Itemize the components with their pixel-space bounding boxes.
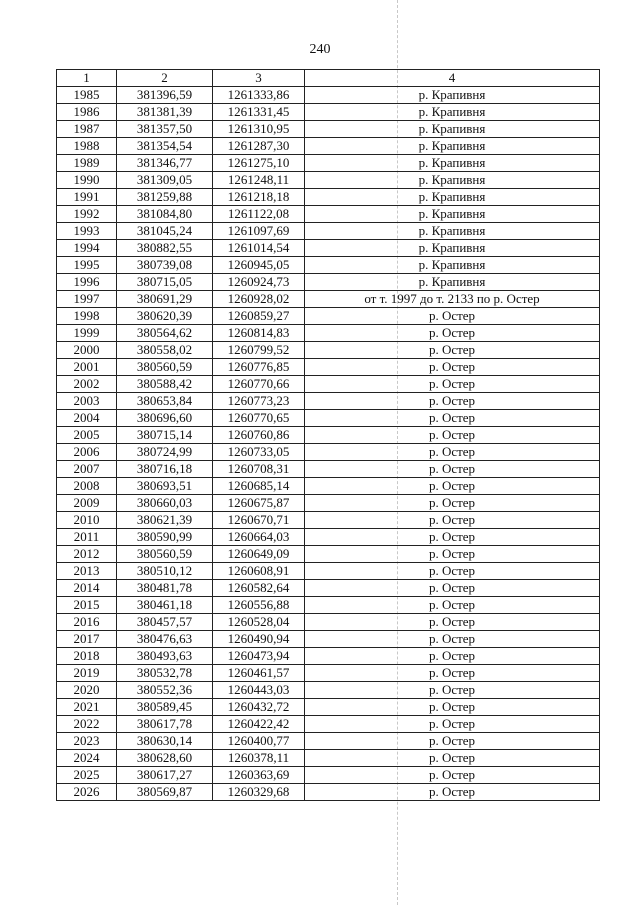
cell-description: р. Крапивня [305, 138, 600, 155]
cell-y-coordinate: 1261333,86 [213, 87, 305, 104]
table-row [57, 104, 600, 121]
cell-y-coordinate: 1260363,69 [213, 767, 305, 784]
cell-point-number: 1987 [57, 121, 117, 138]
cell-x-coordinate: 380882,55 [117, 240, 213, 257]
table-row [57, 546, 600, 563]
cell-x-coordinate: 380621,39 [117, 512, 213, 529]
cell-point-number: 1998 [57, 308, 117, 325]
cell-point-number: 1995 [57, 257, 117, 274]
cell-description: р. Остер [305, 750, 600, 767]
table-row [57, 223, 600, 240]
cell-description: р. Остер [305, 563, 600, 580]
table-row [57, 631, 600, 648]
cell-description: р. Остер [305, 648, 600, 665]
coordinates-table [56, 69, 600, 801]
table-row [57, 784, 600, 801]
table-row [57, 291, 600, 308]
cell-x-coordinate: 380589,45 [117, 699, 213, 716]
cell-x-coordinate: 380617,78 [117, 716, 213, 733]
cell-point-number: 1994 [57, 240, 117, 257]
cell-x-coordinate: 380481,78 [117, 580, 213, 597]
cell-description: р. Остер [305, 699, 600, 716]
cell-point-number: 2025 [57, 767, 117, 784]
cell-x-coordinate: 381396,59 [117, 87, 213, 104]
cell-description: р. Крапивня [305, 274, 600, 291]
cell-y-coordinate: 1260329,68 [213, 784, 305, 801]
cell-description: р. Остер [305, 393, 600, 410]
cell-description: р. Остер [305, 614, 600, 631]
cell-point-number: 1997 [57, 291, 117, 308]
cell-point-number: 1993 [57, 223, 117, 240]
table-row [57, 597, 600, 614]
cell-y-coordinate: 1260556,88 [213, 597, 305, 614]
cell-y-coordinate: 1260378,11 [213, 750, 305, 767]
column-header-point: 1 [57, 70, 117, 87]
cell-x-coordinate: 380628,60 [117, 750, 213, 767]
cell-point-number: 2010 [57, 512, 117, 529]
cell-description: р. Крапивня [305, 206, 600, 223]
table-row [57, 172, 600, 189]
cell-description: р. Остер [305, 376, 600, 393]
table-row [57, 648, 600, 665]
table-row [57, 121, 600, 138]
cell-description: р. Остер [305, 597, 600, 614]
table-row [57, 614, 600, 631]
cell-point-number: 1986 [57, 104, 117, 121]
cell-description: р. Остер [305, 461, 600, 478]
cell-point-number: 2021 [57, 699, 117, 716]
cell-y-coordinate: 1261331,45 [213, 104, 305, 121]
table-row [57, 308, 600, 325]
cell-description: р. Остер [305, 512, 600, 529]
cell-x-coordinate: 380724,99 [117, 444, 213, 461]
cell-y-coordinate: 1260461,57 [213, 665, 305, 682]
cell-description: р. Остер [305, 444, 600, 461]
column-header-y: 3 [213, 70, 305, 87]
cell-x-coordinate: 380739,08 [117, 257, 213, 274]
cell-x-coordinate: 380558,02 [117, 342, 213, 359]
table-row [57, 393, 600, 410]
cell-point-number: 2014 [57, 580, 117, 597]
table-row [57, 359, 600, 376]
cell-point-number: 2020 [57, 682, 117, 699]
cell-x-coordinate: 380660,03 [117, 495, 213, 512]
table-row [57, 189, 600, 206]
cell-x-coordinate: 380560,59 [117, 359, 213, 376]
cell-x-coordinate: 381381,39 [117, 104, 213, 121]
cell-x-coordinate: 380617,27 [117, 767, 213, 784]
cell-description: р. Остер [305, 495, 600, 512]
table-row [57, 342, 600, 359]
cell-point-number: 2012 [57, 546, 117, 563]
cell-y-coordinate: 1260945,05 [213, 257, 305, 274]
table-row [57, 257, 600, 274]
page-number: 240 [309, 42, 331, 57]
cell-description: р. Остер [305, 580, 600, 597]
cell-y-coordinate: 1260473,94 [213, 648, 305, 665]
cell-y-coordinate: 1260859,27 [213, 308, 305, 325]
table-body [57, 87, 600, 801]
cell-point-number: 2006 [57, 444, 117, 461]
cell-description: от т. 1997 до т. 2133 по р. Остер [305, 291, 600, 308]
cell-y-coordinate: 1261287,30 [213, 138, 305, 155]
cell-point-number: 2013 [57, 563, 117, 580]
cell-point-number: 1988 [57, 138, 117, 155]
cell-point-number: 2000 [57, 342, 117, 359]
table-row [57, 461, 600, 478]
cell-point-number: 2009 [57, 495, 117, 512]
cell-x-coordinate: 380715,14 [117, 427, 213, 444]
column-header-x: 2 [117, 70, 213, 87]
cell-y-coordinate: 1261218,18 [213, 189, 305, 206]
cell-y-coordinate: 1260490,94 [213, 631, 305, 648]
table-row [57, 155, 600, 172]
table-row [57, 274, 600, 291]
cell-y-coordinate: 1260422,42 [213, 716, 305, 733]
cell-point-number: 2017 [57, 631, 117, 648]
cell-point-number: 2019 [57, 665, 117, 682]
cell-description: р. Остер [305, 665, 600, 682]
cell-y-coordinate: 1260773,23 [213, 393, 305, 410]
cell-point-number: 1985 [57, 87, 117, 104]
table-row [57, 529, 600, 546]
cell-point-number: 2005 [57, 427, 117, 444]
cell-x-coordinate: 380588,42 [117, 376, 213, 393]
cell-point-number: 2022 [57, 716, 117, 733]
cell-point-number: 2018 [57, 648, 117, 665]
cell-point-number: 2016 [57, 614, 117, 631]
cell-description: р. Крапивня [305, 121, 600, 138]
cell-y-coordinate: 1260708,31 [213, 461, 305, 478]
cell-x-coordinate: 380590,99 [117, 529, 213, 546]
cell-y-coordinate: 1260528,04 [213, 614, 305, 631]
cell-y-coordinate: 1260685,14 [213, 478, 305, 495]
cell-x-coordinate: 380476,63 [117, 631, 213, 648]
cell-point-number: 1990 [57, 172, 117, 189]
cell-description: р. Крапивня [305, 172, 600, 189]
cell-description: р. Остер [305, 716, 600, 733]
cell-description: р. Остер [305, 767, 600, 784]
cell-description: р. Остер [305, 342, 600, 359]
cell-y-coordinate: 1260799,52 [213, 342, 305, 359]
cell-description: р. Остер [305, 546, 600, 563]
cell-description: р. Остер [305, 682, 600, 699]
cell-y-coordinate: 1261310,95 [213, 121, 305, 138]
cell-y-coordinate: 1260432,72 [213, 699, 305, 716]
cell-description: р. Остер [305, 784, 600, 801]
cell-description: р. Крапивня [305, 87, 600, 104]
cell-x-coordinate: 380560,59 [117, 546, 213, 563]
table-row [57, 767, 600, 784]
cell-x-coordinate: 380510,12 [117, 563, 213, 580]
cell-description: р. Остер [305, 410, 600, 427]
cell-x-coordinate: 380461,18 [117, 597, 213, 614]
cell-description: р. Остер [305, 325, 600, 342]
cell-y-coordinate: 1261014,54 [213, 240, 305, 257]
cell-y-coordinate: 1260770,65 [213, 410, 305, 427]
cell-point-number: 2023 [57, 733, 117, 750]
cell-x-coordinate: 381259,88 [117, 189, 213, 206]
cell-y-coordinate: 1260924,73 [213, 274, 305, 291]
cell-description: р. Остер [305, 478, 600, 495]
cell-y-coordinate: 1260776,85 [213, 359, 305, 376]
cell-point-number: 1991 [57, 189, 117, 206]
table-row [57, 682, 600, 699]
cell-y-coordinate: 1261097,69 [213, 223, 305, 240]
cell-y-coordinate: 1260770,66 [213, 376, 305, 393]
cell-x-coordinate: 381354,54 [117, 138, 213, 155]
cell-description: р. Остер [305, 631, 600, 648]
table-row [57, 376, 600, 393]
cell-y-coordinate: 1260649,09 [213, 546, 305, 563]
cell-description: р. Остер [305, 308, 600, 325]
table-row [57, 427, 600, 444]
cell-y-coordinate: 1260928,02 [213, 291, 305, 308]
cell-y-coordinate: 1260664,03 [213, 529, 305, 546]
cell-y-coordinate: 1260582,64 [213, 580, 305, 597]
table-row [57, 138, 600, 155]
cell-y-coordinate: 1261248,11 [213, 172, 305, 189]
cell-y-coordinate: 1260608,91 [213, 563, 305, 580]
cell-y-coordinate: 1261275,10 [213, 155, 305, 172]
cell-point-number: 2011 [57, 529, 117, 546]
table-row [57, 563, 600, 580]
cell-description: р. Крапивня [305, 257, 600, 274]
cell-description: р. Остер [305, 427, 600, 444]
cell-x-coordinate: 381084,80 [117, 206, 213, 223]
cell-x-coordinate: 380457,57 [117, 614, 213, 631]
table-row [57, 665, 600, 682]
cell-y-coordinate: 1260443,03 [213, 682, 305, 699]
table-row [57, 699, 600, 716]
cell-description: р. Крапивня [305, 223, 600, 240]
cell-x-coordinate: 380552,36 [117, 682, 213, 699]
cell-x-coordinate: 381357,50 [117, 121, 213, 138]
cell-description: р. Крапивня [305, 104, 600, 121]
cell-y-coordinate: 1260670,71 [213, 512, 305, 529]
cell-x-coordinate: 380696,60 [117, 410, 213, 427]
cell-x-coordinate: 380653,84 [117, 393, 213, 410]
cell-x-coordinate: 381346,77 [117, 155, 213, 172]
cell-x-coordinate: 380620,39 [117, 308, 213, 325]
cell-x-coordinate: 380493,63 [117, 648, 213, 665]
cell-description: р. Крапивня [305, 155, 600, 172]
cell-point-number: 2004 [57, 410, 117, 427]
cell-x-coordinate: 380716,18 [117, 461, 213, 478]
cell-y-coordinate: 1260733,05 [213, 444, 305, 461]
cell-point-number: 2015 [57, 597, 117, 614]
table-row [57, 512, 600, 529]
cell-x-coordinate: 380691,29 [117, 291, 213, 308]
cell-x-coordinate: 380693,51 [117, 478, 213, 495]
cell-point-number: 2026 [57, 784, 117, 801]
cell-y-coordinate: 1260675,87 [213, 495, 305, 512]
cell-point-number: 2008 [57, 478, 117, 495]
table-row [57, 716, 600, 733]
cell-x-coordinate: 380630,14 [117, 733, 213, 750]
table-row [57, 87, 600, 104]
cell-x-coordinate: 380569,87 [117, 784, 213, 801]
cell-point-number: 2003 [57, 393, 117, 410]
cell-point-number: 1999 [57, 325, 117, 342]
table-row [57, 495, 600, 512]
cell-description: р. Крапивня [305, 189, 600, 206]
table-row [57, 733, 600, 750]
table-row [57, 240, 600, 257]
cell-point-number: 2024 [57, 750, 117, 767]
cell-point-number: 1989 [57, 155, 117, 172]
cell-description: р. Крапивня [305, 240, 600, 257]
column-header-description: 4 [305, 70, 600, 87]
cell-y-coordinate: 1260760,86 [213, 427, 305, 444]
cell-point-number: 1992 [57, 206, 117, 223]
cell-y-coordinate: 1261122,08 [213, 206, 305, 223]
cell-y-coordinate: 1260400,77 [213, 733, 305, 750]
table-row [57, 580, 600, 597]
cell-x-coordinate: 380715,05 [117, 274, 213, 291]
table-row [57, 750, 600, 767]
table-row [57, 325, 600, 342]
table-header-row [57, 70, 600, 87]
table-row [57, 444, 600, 461]
table-row [57, 410, 600, 427]
cell-description: р. Остер [305, 529, 600, 546]
cell-point-number: 2007 [57, 461, 117, 478]
cell-point-number: 1996 [57, 274, 117, 291]
cell-point-number: 2001 [57, 359, 117, 376]
cell-x-coordinate: 381045,24 [117, 223, 213, 240]
cell-description: р. Остер [305, 733, 600, 750]
cell-x-coordinate: 380532,78 [117, 665, 213, 682]
cell-description: р. Остер [305, 359, 600, 376]
cell-x-coordinate: 381309,05 [117, 172, 213, 189]
cell-x-coordinate: 380564,62 [117, 325, 213, 342]
cell-y-coordinate: 1260814,83 [213, 325, 305, 342]
cell-point-number: 2002 [57, 376, 117, 393]
table-row [57, 206, 600, 223]
table-row [57, 478, 600, 495]
